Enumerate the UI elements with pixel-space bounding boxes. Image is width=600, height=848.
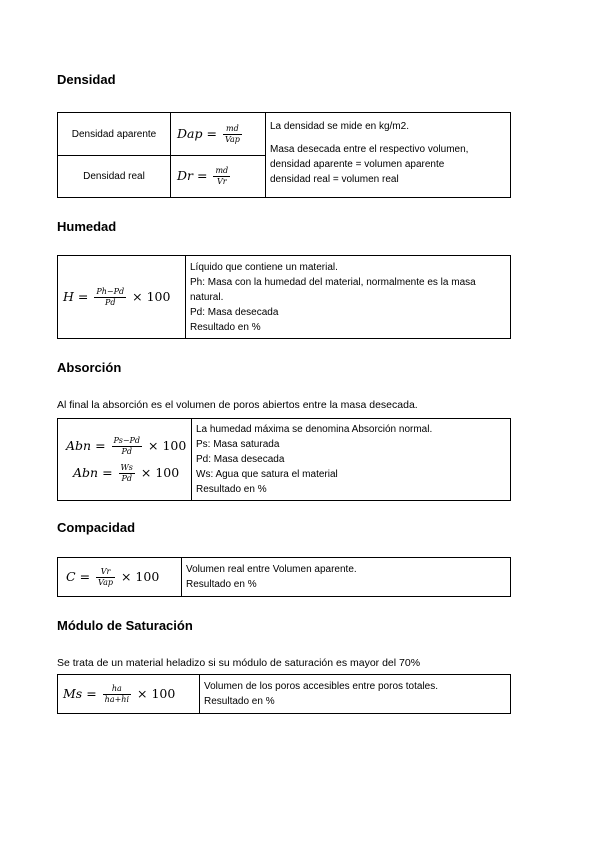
notes-absorcion: La humedad máxima se denomina Absorción normal. Ps: Masa saturada Pd: Masa desecada Ws: Agua que satura el material Resultado en % [192,419,511,501]
heading-compacidad: Compacidad [57,520,136,535]
formula-abn-1: Abn = $\frac{Ps-Pd}{Pd}$ × 100 [66,435,187,456]
table-absorcion [57,418,511,501]
table-humedad [57,255,511,339]
formula-saturacion: Ms = $\frac{ha}{ha+hi}$ × 100 [58,675,200,714]
formula-dr: Dr = $\frac{md}{Vr}$ [171,156,266,198]
table-saturacion [57,674,511,714]
label-densidad-aparente: Densidad aparente [58,113,171,156]
formula-compacidad: C = $\frac{Vr}{\text{Vap}}$ × 100 [58,558,182,597]
notes-densidad: La densidad se mide en kg/m2. Masa desecada entre el respectivo volumen, densidad aparente = volumen aparente densidad real = volumen real [266,113,511,198]
label-densidad-real: Densidad real [58,156,171,198]
formula-dap: Dap = $\frac{md}{\text{Vap}}$ [171,113,266,156]
heading-saturacion: Módulo de Saturación [57,618,193,633]
heading-absorcion: Absorción [57,360,122,375]
intro-absorcion: Al final la absorción es el volumen de poros abiertos entre la masa desecada. [57,399,418,411]
intro-saturacion: Se trata de un material heladizo si su módulo de saturación es mayor del 70% [57,657,421,669]
table-compacidad [57,557,511,597]
heading-densidad: Densidad [57,72,116,87]
notes-compacidad: Volumen real entre Volumen aparente. Resultado en % [182,558,511,597]
notes-saturacion: Volumen de los poros accesibles entre poros totales. Resultado en % [200,675,511,714]
formula-humedad: H = $\frac{Ph-Pd}{Pd}$ × 100 [58,256,186,339]
table-densidad [57,112,511,198]
formulas-absorcion [58,419,192,501]
notes-humedad: Líquido que contiene un material. Ph: Masa con la humedad del material, normalmente es la masa natural. Pd: Masa desecada Resultado en % [186,256,511,339]
heading-humedad: Humedad [57,219,117,234]
formula-abn-2: Abn = $\frac{Ws}{Pd}$ × 100 [73,462,180,483]
